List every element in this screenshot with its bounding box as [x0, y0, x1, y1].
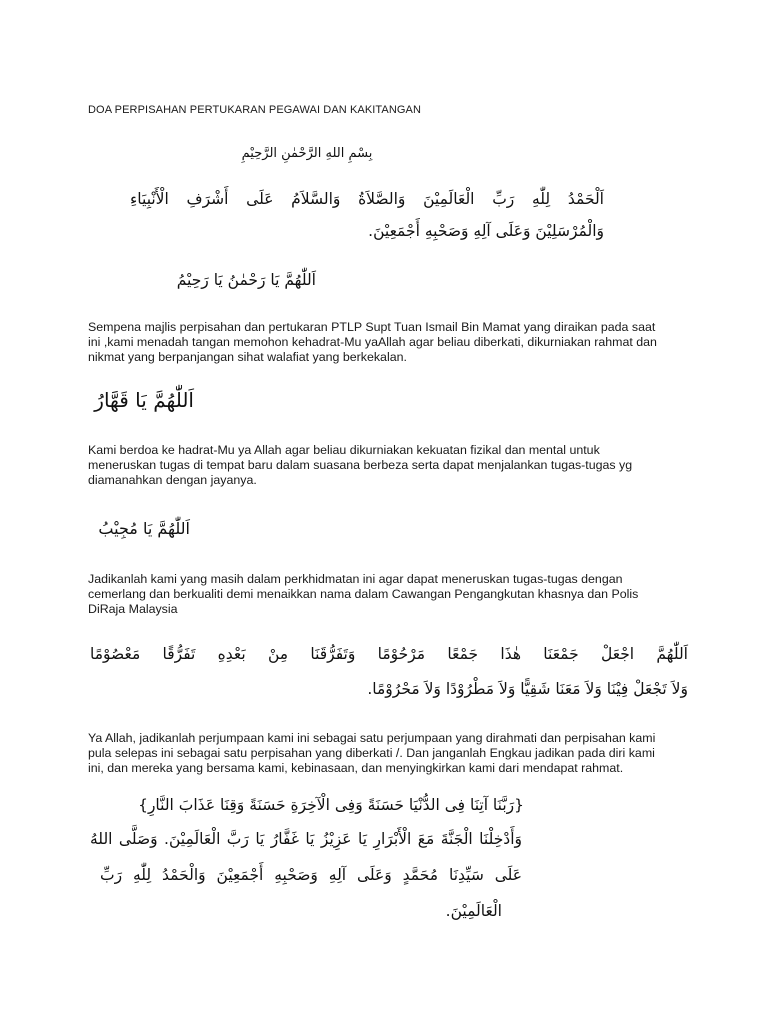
- paragraph-4-line-3: ini, dan mereka yang bersama kami, kebinasaan, dan menyingkirkan kami dari mendapat rahmat.: [88, 761, 624, 775]
- paragraph-1-line-3: nikmat yang berpanjangan sihat walafiat yang berkekalan.: [88, 350, 407, 364]
- closing-dua-line-1: {رَبَّنَا آتِنَا فِى الدُّنْيَا حَسَنَةً وَفِى الْآخِرَةِ حَسَنَةً وَقِنَا عَذَابَ النَّارِ}: [138, 796, 524, 814]
- invocation-ya-qahhar: اَللّٰهُمَّ يَا قَهَّارُ: [94, 388, 194, 412]
- opening-hamd-line-1: اَلْحَمْدُ لِلّٰهِ رَبِّ الْعَالَمِيْنَ وَالصَّلاَةُ وَالسَّلاَمُ عَلَى أَشْرَفِ الْأَنْبِيَاءِ: [130, 190, 604, 208]
- paragraph-3-line-1: Jadikanlah kami yang masih dalam perkhidmatan ini agar dapat meneruskan tugas-tugas dengan: [88, 572, 623, 586]
- closing-dua-line-3: عَلَى سَيِّدِنَا مُحَمَّدٍ وَعَلَى آلِهِ وَصَحْبِهِ أَجْمَعِيْنَ وَالْحَمْدُ لِلّٰهِ رَبِّ: [100, 866, 522, 884]
- basmalah: بِسْمِ اللهِ الرَّحْمٰنِ الرَّحِيْمِ: [241, 146, 373, 161]
- paragraph-3-line-3: DiRaja Malaysia: [88, 602, 178, 616]
- document-title: DOA PERPISAHAN PERTUKARAN PEGAWAI DAN KAKITANGAN: [88, 104, 422, 116]
- paragraph-4: [88, 731, 688, 776]
- paragraph-4-line-2: pula selepas ini sebagai satu perpisahan yang diberkati /. Dan janganlah Engkau jadikan pada diri kami: [88, 746, 655, 760]
- paragraph-1-line-1: Sempena majlis perpisahan dan pertukaran PTLP Supt Tuan Ismail Bin Mamat yang diraikan pada saat: [88, 320, 656, 334]
- paragraph-1: [88, 320, 688, 365]
- opening-hamd-line-2: وَالْمُرْسَلِيْنَ وَعَلَى آلِهِ وَصَحْبِهِ أَجْمَعِيْنَ.: [368, 222, 604, 240]
- paragraph-2-line-3: diamanahkan dengan jayanya.: [88, 473, 257, 487]
- dua-gathering-line-2: وَلاَ تَجْعَلْ فِيْنَا وَلاَ مَعَنَا شَقِيًّا وَلاَ مَطْرُوْدًا وَلاَ مَحْرُوْمًا.: [367, 680, 688, 698]
- invocation-ya-rahman: اَللّٰهُمَّ يَا رَحْمٰنُ يَا رَحِيْمُ: [176, 271, 316, 289]
- closing-dua-line-4: الْعَالَمِيْنَ.: [445, 902, 502, 920]
- paragraph-2-line-1: Kami berdoa ke hadrat-Mu ya Allah agar beliau dikurniakan kekuatan fizikal dan mental untuk: [88, 443, 600, 457]
- invocation-ya-mujib: اَللّٰهُمَّ يَا مُجِيْبُ: [98, 519, 190, 538]
- paragraph-3: [88, 572, 688, 617]
- paragraph-4-line-1: Ya Allah, jadikanlah perjumpaan kami ini sebagai satu perjumpaan yang dirahmati dan perpisahan kami: [88, 731, 656, 745]
- paragraph-2: [88, 443, 688, 488]
- closing-dua-line-2: وَأَدْخِلْنَا الْجَنَّةَ مَعَ الْأَبْرَارِ يَا عَزِيْزُ يَا غَفَّارُ يَا رَبَّ الْعَالَمِيْنَ. وَصَلَّى اللهُ: [90, 830, 522, 848]
- dua-gathering-line-1: اَللّٰهُمَّ اجْعَلْ جَمْعَنَا هٰذَا جَمْعًا مَرْحُوْمًا وَتَفَرُّقَنَا مِنْ بَعْدِهِ تَفَرُّقًا مَعْصُوْمًا: [90, 645, 688, 663]
- paragraph-1-line-2: ini ,kami menadah tangan memohon kehadrat-Mu yaAllah agar beliau diberkati, dikurniakan rahmat dan: [88, 335, 657, 349]
- paragraph-2-line-2: meneruskan tugas di tempat baru dalam suasana berbeza serta dapat menjalankan tugas-tugas yg: [88, 458, 633, 472]
- paragraph-3-line-2: cemerlang dan berkualiti demi menaikkan nama dalam Cawangan Pengangkutan khasnya dan Polis: [88, 587, 639, 601]
